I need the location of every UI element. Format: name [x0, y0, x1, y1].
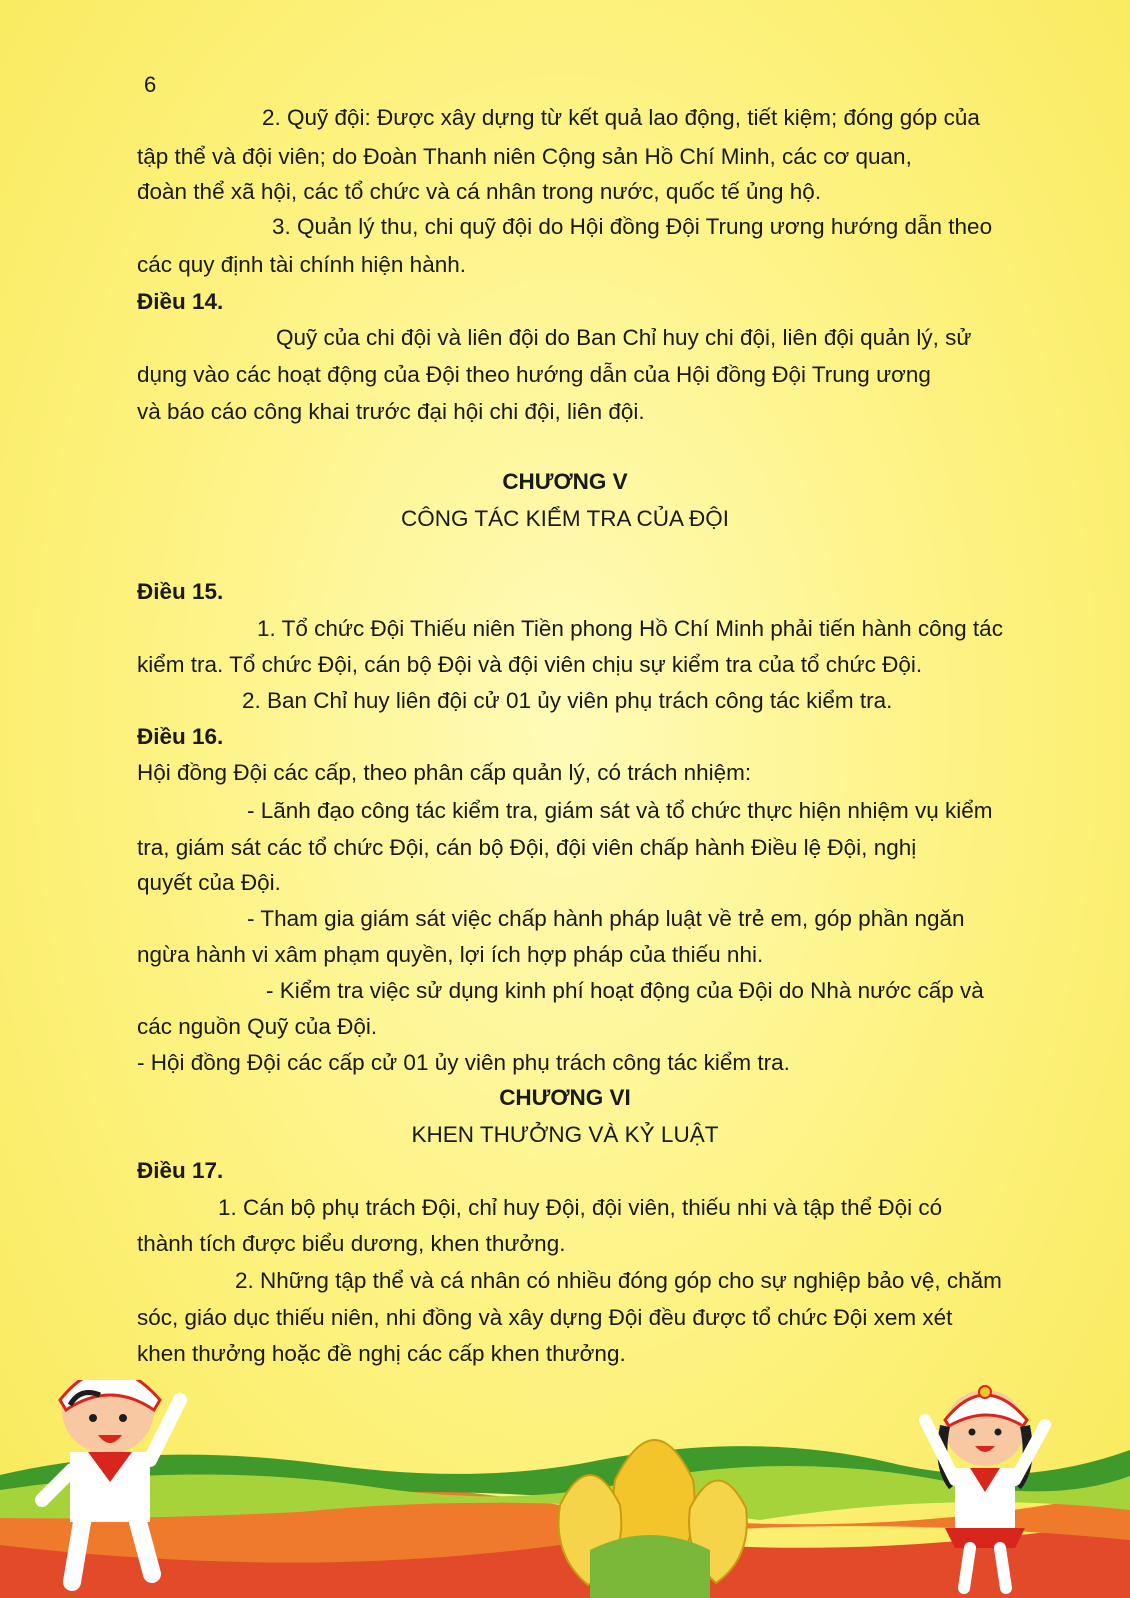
- text-line: các nguồn Quỹ của Đội.: [137, 1014, 378, 1039]
- text-line: ngừa hành vi xâm phạm quyền, lợi ích hợp pháp của thiếu nhi.: [137, 942, 764, 967]
- text-line: 3. Quản lý thu, chi quỹ đội do Hội đồng Đội Trung ương hướng dẫn theo: [272, 214, 993, 239]
- text-line: thành tích được biểu dương, khen thưởng.: [137, 1231, 566, 1256]
- chapter-title: CHƯƠNG V: [502, 469, 628, 494]
- chapter-subtitle: CÔNG TÁC KIỂM TRA CỦA ĐỘI: [401, 506, 729, 531]
- text-line: tra, giám sát các tổ chức Đội, cán bộ Đội, đội viên chấp hành Điều lệ Đội, nghị: [137, 835, 917, 860]
- text-line: 1. Cán bộ phụ trách Đội, chỉ huy Đội, đội viên, thiếu nhi và tập thể Đội có: [218, 1195, 943, 1220]
- text-line: tập thể và đội viên; do Đoàn Thanh niên Cộng sản Hồ Chí Minh, các cơ quan,: [137, 144, 912, 169]
- text-line: và báo cáo công khai trước đại hội chi đội, liên đội.: [137, 399, 645, 424]
- article-heading: Điều 15.: [137, 579, 224, 604]
- article-heading: Điều 17.: [137, 1158, 224, 1183]
- text-line: 1. Tổ chức Đội Thiếu niên Tiền phong Hồ Chí Minh phải tiến hành công tác: [257, 616, 1003, 641]
- chapter-title: CHƯƠNG VI: [499, 1085, 631, 1110]
- page-number: 6: [144, 72, 157, 97]
- text-line: - Hội đồng Đội các cấp cử 01 ủy viên phụ trách công tác kiểm tra.: [137, 1050, 790, 1075]
- footer-illustration: [0, 1380, 1130, 1598]
- text-line: - Tham gia giám sát việc chấp hành pháp luật về trẻ em, góp phần ngăn: [247, 906, 965, 931]
- text-line: - Lãnh đạo công tác kiểm tra, giám sát và tổ chức thực hiện nhiệm vụ kiểm: [247, 798, 993, 823]
- text-line: 2. Quỹ đội: Được xây dựng từ kết quả lao động, tiết kiệm; đóng góp của: [262, 105, 980, 130]
- text-line: dụng vào các hoạt động của Đội theo hướng dẫn của Hội đồng Đội Trung ương: [137, 362, 931, 387]
- text-line: 2. Ban Chỉ huy liên đội cử 01 ủy viên phụ trách công tác kiểm tra.: [242, 688, 893, 713]
- text-line: sóc, giáo dục thiếu niên, nhi đồng và xây dựng Đội đều được tổ chức Đội xem xét: [137, 1305, 953, 1330]
- text-line: Hội đồng Đội các cấp, theo phân cấp quản lý, có trách nhiệm:: [137, 760, 752, 785]
- article-heading: Điều 16.: [137, 724, 224, 749]
- text-line: - Kiểm tra việc sử dụng kinh phí hoạt động của Đội do Nhà nước cấp và: [266, 978, 984, 1003]
- text-line: Quỹ của chi đội và liên đội do Ban Chỉ huy chi đội, liên đội quản lý, sử: [276, 325, 972, 350]
- chapter-subtitle: KHEN THƯỞNG VÀ KỶ LUẬT: [411, 1122, 719, 1147]
- text-line: quyết của Đội.: [137, 870, 281, 895]
- text-line: các quy định tài chính hiện hành.: [137, 252, 466, 277]
- text-line: kiểm tra. Tổ chức Đội, cán bộ Đội và đội viên chịu sự kiểm tra của tổ chức Đội.: [137, 652, 923, 677]
- text-line: 2. Những tập thể và cá nhân có nhiều đóng góp cho sự nghiệp bảo vệ, chăm: [235, 1268, 1002, 1293]
- article-heading: Điều 14.: [137, 289, 224, 314]
- text-line: khen thưởng hoặc đề nghị các cấp khen thưởng.: [137, 1341, 626, 1366]
- text-line: đoàn thể xã hội, các tổ chức và cá nhân trong nước, quốc tế ủng hộ.: [137, 179, 822, 204]
